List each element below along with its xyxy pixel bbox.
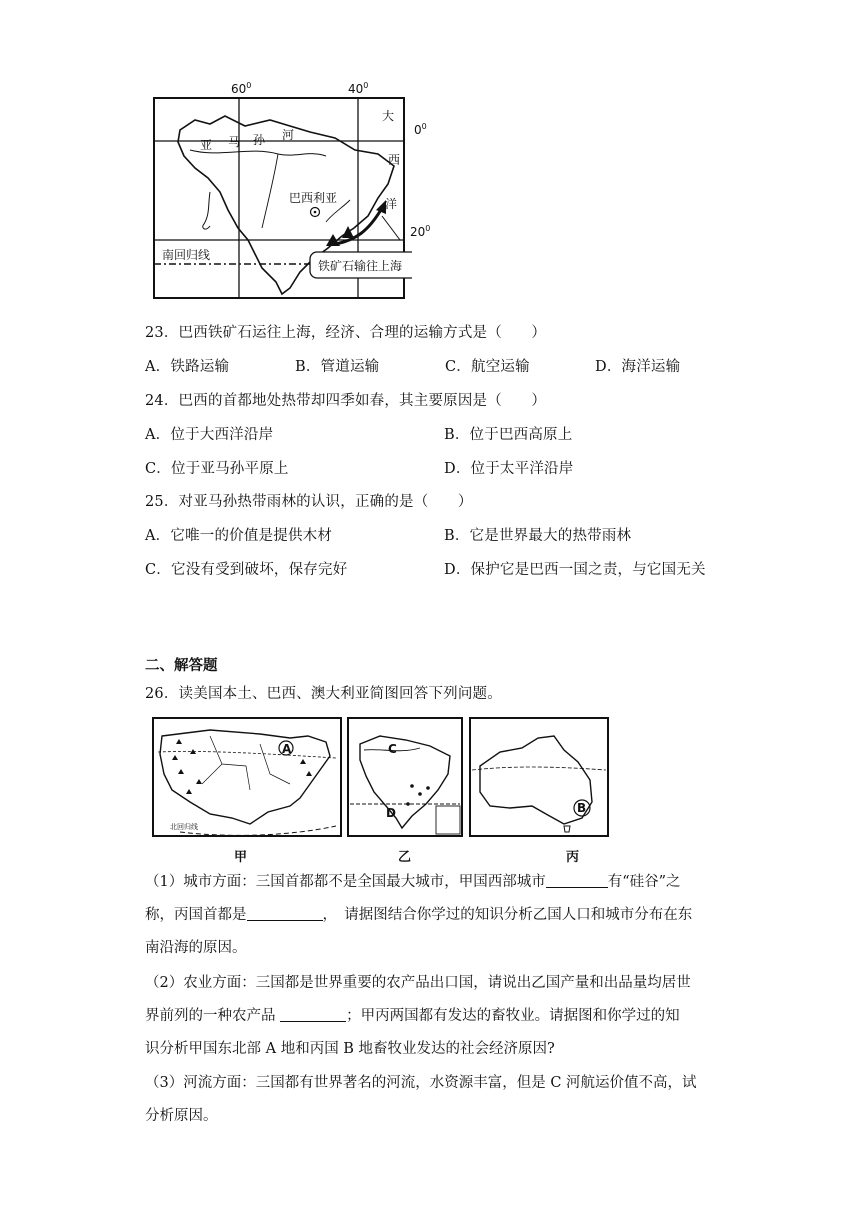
q25-stem: 25．对亚马孙热带雨林的认识，正确的是（ ） (145, 494, 473, 510)
q26-p2-text-c: ；甲丙两国都有发达的畜牧业。请据图和你学过的知 (346, 1008, 680, 1024)
tropic-label: 南回归线 (162, 248, 211, 262)
q26-p1-text-b: 有“硅谷”之 (607, 874, 681, 890)
q26-p1-text-e: 南沿海的原因。 (145, 940, 247, 956)
q26-p2-text-a: （2）农业方面：三国都是世界重要的农产品出口国，请说出乙国产量和出品量均居世 (145, 975, 691, 991)
lon-40-label: $40^0$ (348, 81, 369, 96)
ocean-label-1: 大 (382, 109, 395, 123)
q26-p1-text-c: 称，丙国首都是 (145, 907, 247, 923)
ocean-label-3: 洋 (385, 197, 398, 211)
ocean-label-2: 西 (388, 153, 401, 167)
three-country-maps-drawing (150, 714, 616, 862)
river-char-3: 孙 (253, 133, 266, 147)
q26-p1-text-a: （1）城市方面：三国首都都不是全国最大城市，甲国西部城市 (145, 874, 546, 890)
q25-option-a[interactable]: A．它唯一的价值是提供木材 (145, 528, 333, 544)
river-char-2: 马 (228, 135, 241, 149)
map-label-c: C (388, 742, 397, 756)
q24-option-d[interactable]: D．位于太平洋沿岸 (444, 461, 574, 477)
q24-stem: 24．巴西的首都地处热带却四季如春，其主要原因是（ ） (145, 393, 547, 409)
section-heading: 二、解答题 (145, 657, 218, 674)
q26-p1-text-d: ， 请据图结合你学过的知识分析乙国人口和城市分布在东 (322, 907, 693, 923)
q26-blank-product[interactable] (280, 1007, 346, 1022)
q23-stem: 23．巴西铁矿石运往上海，经济、合理的运输方式是（ ） (145, 325, 547, 341)
lat-20-label: $20^0$ (410, 224, 431, 239)
river-char-4: 河 (282, 128, 295, 142)
map-label-jia: 甲 (234, 850, 248, 865)
map-label-d: D (386, 806, 396, 820)
river-char-1: 亚 (200, 138, 213, 152)
capital-label: 巴西利亚 (289, 191, 338, 205)
map-label-bing: 丙 (566, 850, 580, 865)
three-country-maps (150, 714, 616, 862)
q24-option-b[interactable]: B．位于巴西高原上 (444, 427, 573, 443)
q23-option-a[interactable]: A．铁路运输 (145, 359, 230, 375)
q23-option-d[interactable]: D．海洋运输 (595, 359, 681, 375)
q26-p3-text-a: （3）河流方面：三国都有世界著名的河流，水资源丰富，但是 C 河航运价值不高，试 (145, 1075, 697, 1091)
q26-stem: 26．读美国本土、巴西、澳大利亚简图回答下列问题。 (145, 686, 502, 702)
q26-part3 (145, 1067, 697, 1133)
q25-option-b[interactable]: B．它是世界最大的热带雨林 (444, 528, 632, 544)
map-label-b: B (577, 801, 587, 815)
q26-part1 (145, 866, 692, 965)
map-label-yi: 乙 (398, 850, 412, 865)
map-label-tropic-north: 北回归线 (170, 823, 198, 831)
callout-label: 铁矿石输往上海 (318, 259, 403, 273)
q25-option-c[interactable]: C．它没有受到破坏，保存完好 (145, 562, 348, 578)
q26-blank-silicon-valley[interactable] (546, 873, 608, 888)
q23-option-b[interactable]: B．管道运输 (295, 359, 380, 375)
q25-option-d[interactable]: D．保护它是巴西一国之责，与它国无关 (444, 562, 706, 578)
q26-part2 (145, 967, 691, 1066)
lat-0-label: $0^0$ (414, 122, 427, 137)
q24-option-a[interactable]: A．位于大西洋沿岸 (145, 427, 274, 443)
map-label-a: A (282, 742, 292, 756)
q24-option-c[interactable]: C．位于亚马孙平原上 (145, 461, 289, 477)
lon-60-label: $60^0$ (231, 81, 252, 96)
q26-p2-text-d: 识分析甲国东北部 A 地和丙国 B 地畜牧业发达的社会经济原因? (145, 1041, 555, 1057)
q23-option-c[interactable]: C．航空运输 (445, 359, 530, 375)
q26-p3-text-b: 分析原因。 (145, 1108, 218, 1124)
q26-blank-capital[interactable] (247, 906, 323, 921)
q26-p2-text-b: 界前列的一种农产品 (145, 1008, 281, 1024)
